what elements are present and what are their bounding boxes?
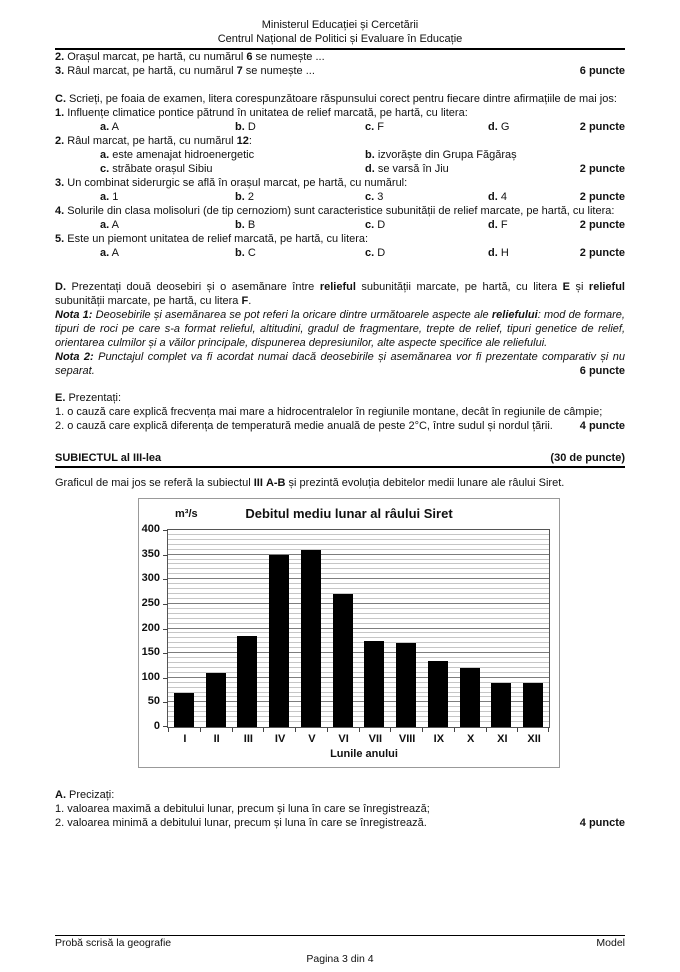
chart-y-tick bbox=[163, 702, 168, 703]
chart-y-tick-label: 100 bbox=[141, 670, 160, 683]
option-text: A bbox=[109, 219, 119, 231]
text-run: Deosebirile și asemănarea se pot referi la oricare dintre următoarele aspecte ale bbox=[92, 309, 492, 321]
section-a-item2-text: 2. valoarea minimă a debitului lunar, precum și luna în care se înregistrează. bbox=[55, 817, 427, 829]
option-text: B bbox=[244, 219, 256, 231]
chart-x-tick bbox=[517, 728, 518, 732]
chart-x-tick-label: IV bbox=[274, 733, 286, 745]
chart-y-labels bbox=[139, 523, 167, 732]
chart-x-tick bbox=[390, 728, 391, 732]
c-q5-stem bbox=[55, 232, 625, 246]
text-run: Prezentați două deosebiri și o asemănare între bbox=[66, 281, 320, 293]
points-badge: 4 puncte bbox=[579, 420, 625, 432]
chart-x-tick-label: VI bbox=[338, 733, 349, 745]
option-text: H bbox=[497, 247, 509, 259]
chart-x-tick bbox=[548, 728, 549, 732]
chart-bar-slot bbox=[295, 530, 327, 727]
subject-3-points: (30 de puncte) bbox=[550, 452, 625, 464]
option-text: 3 bbox=[374, 191, 384, 203]
text-run: 7 bbox=[236, 65, 243, 77]
text-run: Precizați: bbox=[66, 789, 115, 801]
chart-x-tick-label: II bbox=[213, 733, 220, 745]
spacer bbox=[139, 733, 169, 746]
option-text: 2 bbox=[244, 191, 254, 203]
section-d-nota2 bbox=[55, 350, 625, 378]
option-letter: b. bbox=[235, 247, 245, 259]
option-letter: d. bbox=[488, 121, 498, 133]
c-q5-options bbox=[55, 246, 625, 260]
text-run: E. bbox=[55, 392, 66, 404]
text-run: Influențe climatice pontice pătrund în unitatea de relief marcată, pe hartă, cu litera: bbox=[64, 107, 468, 119]
chart-bar-IV bbox=[269, 555, 289, 727]
option-text: F bbox=[374, 121, 384, 133]
chart-bar-IX bbox=[428, 661, 448, 727]
chart-x-tick bbox=[295, 728, 296, 732]
chart-bar-XI bbox=[491, 683, 511, 727]
section-d-nota1 bbox=[55, 308, 625, 350]
chart bbox=[138, 498, 560, 768]
option-d bbox=[488, 120, 509, 134]
chart-y-tick-label: 350 bbox=[141, 547, 160, 560]
chart-bar-slot bbox=[422, 530, 454, 727]
spacer bbox=[55, 78, 625, 92]
option-b bbox=[235, 246, 256, 260]
option-letter: a. bbox=[100, 149, 110, 161]
text-run: Râul marcat, pe hartă, cu numărul bbox=[64, 65, 237, 77]
section-a-heading bbox=[55, 788, 625, 802]
text-run: Graficul de mai jos se referă la subiectul bbox=[55, 477, 254, 489]
option-text: străbate orașul Sibiu bbox=[109, 163, 213, 175]
chart-y-tick bbox=[163, 604, 168, 605]
option-letter: b. bbox=[235, 191, 245, 203]
c-q4-options bbox=[55, 218, 625, 232]
chart-x-tick bbox=[454, 728, 455, 732]
text-run: 3. bbox=[55, 65, 65, 77]
c-q3-options bbox=[55, 190, 625, 204]
option-b bbox=[365, 148, 517, 162]
chart-bar-slot bbox=[517, 530, 549, 727]
option-letter: b. bbox=[235, 121, 245, 133]
text-run: 6 bbox=[246, 51, 253, 63]
chart-y-tick-label: 150 bbox=[141, 646, 160, 659]
chart-y-tick bbox=[163, 678, 168, 679]
chart-title: Debitul mediu lunar al râului Siret bbox=[245, 506, 453, 521]
option-d bbox=[365, 162, 449, 176]
footer-exam-name: Probă scrisă la geografie bbox=[55, 937, 172, 949]
chart-y-tick-label: 200 bbox=[141, 621, 160, 634]
option-text: F bbox=[497, 219, 508, 231]
option-a bbox=[100, 246, 119, 260]
text-run: Prezentați: bbox=[65, 392, 122, 404]
option-letter: c. bbox=[365, 121, 375, 133]
option-text: este amenajat hidroenergetic bbox=[109, 149, 255, 161]
text-run: relieful bbox=[588, 281, 625, 293]
chart-bar-slot bbox=[168, 530, 200, 727]
page-footer bbox=[55, 935, 625, 972]
text-run: . bbox=[248, 295, 252, 307]
text-run: A-B bbox=[265, 477, 286, 489]
subject-3-intro bbox=[55, 476, 625, 490]
chart-bar-VII bbox=[364, 641, 384, 727]
chart-bar-slot bbox=[486, 530, 518, 727]
option-text: D bbox=[374, 219, 386, 231]
option-c bbox=[365, 218, 385, 232]
chart-x-tick bbox=[327, 728, 328, 732]
chart-bar-VIII bbox=[396, 643, 416, 727]
chart-y-tick bbox=[163, 726, 168, 727]
chart-x-tick-label: VII bbox=[368, 733, 383, 745]
c-q1-options bbox=[55, 120, 625, 134]
chart-y-unit-label: m³/s bbox=[175, 508, 198, 520]
option-text: A bbox=[109, 121, 119, 133]
chart-x-tick-label: XII bbox=[527, 733, 541, 745]
subject-3-title: SUBIECTUL al III-lea bbox=[55, 452, 162, 464]
footer-model-label: Model bbox=[596, 937, 625, 949]
option-text: 1 bbox=[109, 191, 119, 203]
chart-bar-VI bbox=[333, 594, 353, 727]
chart-bar-II bbox=[206, 673, 226, 727]
chart-header bbox=[139, 499, 559, 529]
spacer bbox=[55, 490, 625, 498]
text-run: Un combinat siderurgic se află în orașul marcat, pe hartă, cu numărul: bbox=[64, 177, 408, 189]
chart-bar-XII bbox=[523, 683, 543, 727]
chart-y-tick bbox=[163, 579, 168, 580]
section-c-intro bbox=[55, 92, 625, 106]
chart-x-tick bbox=[422, 728, 423, 732]
chart-x-tick bbox=[200, 728, 201, 732]
option-text: C bbox=[244, 247, 256, 259]
chart-x-tick-label: X bbox=[466, 733, 475, 745]
chart-y-tick bbox=[163, 629, 168, 630]
option-letter: d. bbox=[365, 163, 375, 175]
option-text: se varsă în Jiu bbox=[374, 163, 449, 175]
spacer bbox=[55, 468, 625, 476]
chart-y-tick-label: 400 bbox=[141, 523, 160, 535]
chart-x-tick bbox=[359, 728, 360, 732]
option-text: D bbox=[244, 121, 256, 133]
option-c bbox=[365, 190, 383, 204]
header-ministry: Ministerul Educației și Cercetării bbox=[261, 19, 419, 31]
text-run: 1. bbox=[55, 107, 65, 119]
option-letter: d. bbox=[488, 247, 498, 259]
option-letter: d. bbox=[488, 219, 498, 231]
option-c bbox=[365, 120, 384, 134]
option-d bbox=[488, 246, 509, 260]
option-d bbox=[488, 218, 508, 232]
chart-x-tick bbox=[263, 728, 264, 732]
chart-x-tick bbox=[232, 728, 233, 732]
chart-y-tick bbox=[163, 555, 168, 556]
section-a-item2 bbox=[55, 816, 625, 830]
option-a bbox=[100, 190, 118, 204]
text-run: și prezintă evoluția debitelor medii lunare ale râului Siret. bbox=[285, 477, 565, 489]
option-a bbox=[100, 148, 254, 162]
c-q2-stem bbox=[55, 134, 625, 148]
text-run: Solurile din clasa molisoluri (de tip cernoziom) sunt caracteristice subunității de relief marcate, pe hartă, cu litera: bbox=[64, 205, 615, 217]
option-d bbox=[488, 190, 507, 204]
text-run: E bbox=[562, 281, 570, 293]
chart-x-tick bbox=[168, 728, 169, 732]
item-2-line bbox=[55, 50, 625, 64]
points-badge: 6 puncte bbox=[579, 365, 625, 377]
text-run: F bbox=[241, 295, 249, 307]
option-text: D bbox=[374, 247, 386, 259]
c-q2-options-row2 bbox=[55, 162, 625, 176]
text-run: Nota 1: bbox=[55, 309, 93, 321]
text-run: 2. bbox=[55, 51, 65, 63]
text-run: 3. bbox=[55, 177, 65, 189]
chart-x-axis-title: Lunile anului bbox=[330, 748, 398, 760]
chart-y-tick-label: 300 bbox=[141, 572, 160, 585]
text-run: se numește ... bbox=[252, 51, 325, 63]
text-run: C. bbox=[55, 93, 66, 105]
c-q3-stem bbox=[55, 176, 625, 190]
item-3-line bbox=[55, 64, 625, 78]
section-e-heading bbox=[55, 391, 625, 405]
text-run: III bbox=[253, 477, 263, 489]
points-badge: 2 puncte bbox=[579, 191, 625, 203]
points-badge: 2 puncte bbox=[579, 219, 625, 231]
section-e-item2 bbox=[55, 419, 625, 433]
chart-body bbox=[139, 523, 559, 732]
option-letter: c. bbox=[365, 191, 375, 203]
option-c bbox=[100, 162, 213, 176]
c-q4-stem bbox=[55, 204, 625, 218]
text-run: : bbox=[248, 135, 252, 147]
chart-y-tick bbox=[163, 530, 168, 531]
chart-bar-slot bbox=[263, 530, 295, 727]
footer-page-number: Pagina 3 din 4 bbox=[306, 953, 374, 965]
text-run: : mod de formare, tipuri de roci pe care s-a format relieful, altitudini, gradul de fragmentare, trepte de relief, tipuri genetice de relief, orientarea culmilor și a văilor principale, dispunerea depresiunilor, alte aspecte specifice ale reliefului. bbox=[55, 309, 625, 349]
text-run: subunității marcate, pe hartă, cu litera bbox=[55, 295, 242, 307]
text-run: 2. bbox=[55, 135, 65, 147]
option-b bbox=[235, 120, 256, 134]
option-text: izvorăște din Grupa Făgăraș bbox=[374, 149, 517, 161]
chart-x-tick-label: VIII bbox=[398, 733, 416, 745]
chart-bar-X bbox=[460, 668, 480, 727]
option-letter: a. bbox=[100, 219, 110, 231]
chart-x-tick-label: IX bbox=[433, 733, 445, 745]
option-letter: a. bbox=[100, 191, 110, 203]
chart-bar-V bbox=[301, 550, 321, 727]
text-run: 5. bbox=[55, 233, 65, 245]
header-center: Centrul Național de Politici și Evaluare în Educație bbox=[217, 33, 463, 45]
footer-row bbox=[55, 936, 625, 950]
option-text: A bbox=[109, 247, 119, 259]
option-letter: a. bbox=[100, 247, 110, 259]
spacer bbox=[55, 260, 625, 280]
option-b bbox=[235, 218, 255, 232]
section-a-item1: 1. valoarea maximă a debitului lunar, precum și luna în care se înregistrează; bbox=[55, 803, 430, 815]
page-header bbox=[55, 18, 625, 50]
chart-bar-slot bbox=[390, 530, 422, 727]
chart-bar-slot bbox=[454, 530, 486, 727]
option-letter: a. bbox=[100, 121, 110, 133]
chart-y-tick-label: 50 bbox=[147, 695, 160, 708]
option-text: G bbox=[497, 121, 510, 133]
spacer bbox=[55, 768, 625, 788]
chart-x-tick-label: XI bbox=[497, 733, 508, 745]
option-text: 4 bbox=[497, 191, 507, 203]
chart-x-labels bbox=[169, 733, 550, 746]
points-badge: 2 puncte bbox=[579, 163, 625, 175]
option-letter: b. bbox=[365, 149, 375, 161]
section-e-item2-text: 2. o cauză care explică diferența de temperatură medie anuală de peste 2°C, între sudul și nordul țării. bbox=[55, 420, 553, 432]
text-run: Orașul marcat, pe hartă, cu numărul bbox=[64, 51, 247, 63]
text-run: Punctajul complet va fi acordat numai dacă deosebirile și asemănarea vor fi prezentate comparativ și nu separat. bbox=[55, 351, 626, 377]
section-e-item1: 1. o cauză care explică frecvența mai mare a hidrocentralelor în regiunile montane, decât în regiunile de câmpie; bbox=[55, 406, 603, 418]
subject-3-heading bbox=[55, 451, 625, 468]
text-run: 4. bbox=[55, 205, 65, 217]
chart-plot bbox=[167, 529, 550, 728]
spacer bbox=[55, 378, 625, 391]
text-run: Nota 2: bbox=[55, 351, 94, 363]
c-q2-options-row1 bbox=[55, 148, 625, 162]
option-b bbox=[235, 190, 254, 204]
text-run: 12 bbox=[236, 135, 249, 147]
text-run: reliefului bbox=[491, 309, 538, 321]
option-letter: c. bbox=[100, 163, 110, 175]
chart-x-labels-row bbox=[139, 728, 559, 746]
text-run: D. bbox=[55, 281, 66, 293]
chart-bar-I bbox=[174, 693, 194, 727]
chart-x-tick-label: I bbox=[183, 733, 187, 745]
text-run: Scrieți, pe foaia de examen, litera corespunzătoare răspunsului corect pentru fiecare dintre afirmațiile de mai jos: bbox=[66, 93, 617, 105]
option-letter: d. bbox=[488, 191, 498, 203]
chart-y-tick bbox=[163, 653, 168, 654]
text-run: A. bbox=[55, 789, 66, 801]
option-a bbox=[100, 218, 119, 232]
text-run: se numește ... bbox=[242, 65, 315, 77]
text-run: relieful bbox=[319, 281, 356, 293]
option-c bbox=[365, 246, 385, 260]
text-run: și bbox=[569, 281, 589, 293]
chart-bar-slot bbox=[200, 530, 232, 727]
points-badge: 4 puncte bbox=[579, 817, 625, 829]
chart-bar-slot bbox=[232, 530, 264, 727]
spacer bbox=[55, 433, 625, 451]
points-badge: 6 puncte bbox=[579, 65, 625, 77]
chart-bar-slot bbox=[327, 530, 359, 727]
option-letter: b. bbox=[235, 219, 245, 231]
chart-y-tick-label: 250 bbox=[141, 596, 160, 609]
chart-bar-III bbox=[237, 636, 257, 727]
c-q1-stem bbox=[55, 106, 625, 120]
chart-x-tick bbox=[486, 728, 487, 732]
option-a bbox=[100, 120, 119, 134]
chart-y-tick-label: 0 bbox=[153, 720, 160, 732]
section-d-paragraph bbox=[55, 280, 625, 308]
chart-x-tick-label: III bbox=[243, 733, 253, 745]
text-run: subunității marcate, pe hartă, cu litera bbox=[355, 281, 563, 293]
chart-bar-slot bbox=[359, 530, 391, 727]
text-run: Este un piemont unitatea de relief marcată, pe hartă, cu litera: bbox=[64, 233, 369, 245]
chart-x-tick-label: V bbox=[308, 733, 316, 745]
option-letter: c. bbox=[365, 247, 375, 259]
option-letter: c. bbox=[365, 219, 375, 231]
points-badge: 2 puncte bbox=[579, 121, 625, 133]
points-badge: 2 puncte bbox=[579, 247, 625, 259]
text-run: Râul marcat, pe hartă, cu numărul bbox=[64, 135, 237, 147]
chart-bars bbox=[168, 530, 549, 727]
